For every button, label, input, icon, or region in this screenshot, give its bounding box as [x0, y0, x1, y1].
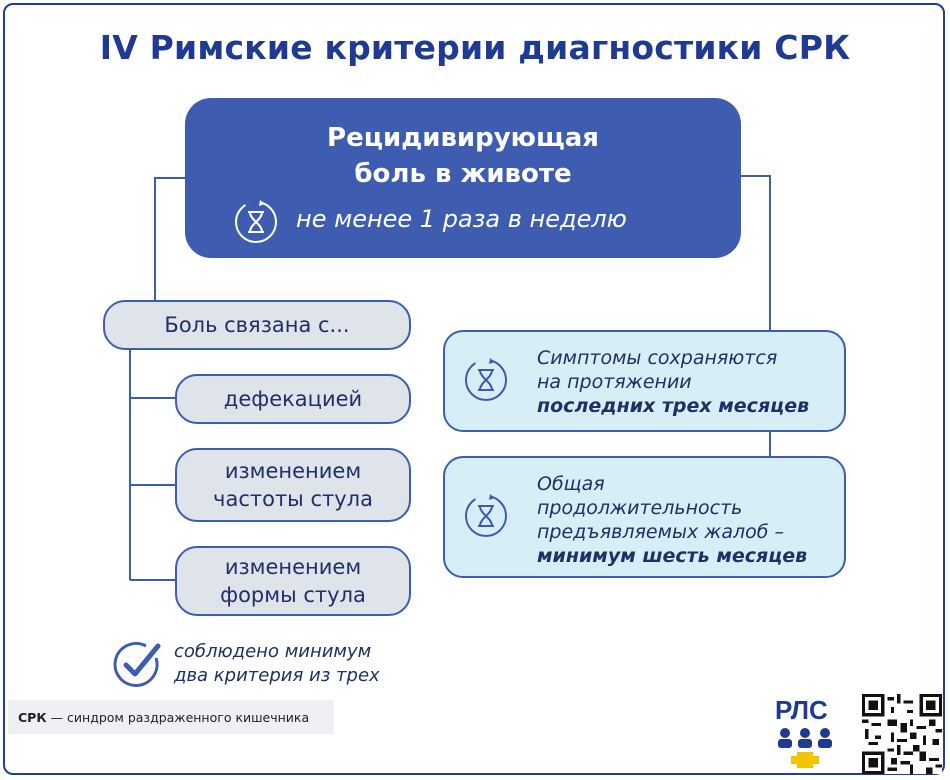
duration-three-months-text	[537, 346, 809, 418]
criterion-defecation: дефекацией	[175, 374, 411, 424]
box2-line2: продолжительность	[537, 497, 743, 519]
main-criterion-title	[185, 120, 741, 192]
pain-related-header: Боль связана с...	[103, 300, 411, 350]
stool-form-line1: изменением	[224, 555, 362, 579]
abbreviation-footnote	[8, 700, 334, 734]
note-line1: соблюдено минимум	[174, 641, 372, 662]
abbreviation-definition: — синдром раздраженного кишечника	[50, 709, 310, 725]
criterion-stool-form	[175, 546, 411, 616]
qr-code	[862, 694, 942, 774]
checkmark-icon	[112, 640, 162, 690]
duration-six-months-text	[537, 472, 807, 568]
main-title-line2: боль в животе	[354, 159, 572, 189]
box1-line1: Симптомы сохраняются	[537, 347, 778, 369]
main-criterion-frequency: не менее 1 раза в неделю	[296, 205, 627, 233]
page-title: IV Римские критерии диагностики СРК	[99, 28, 851, 67]
box1-bold: последних трех месяцев	[537, 395, 810, 417]
hourglass-icon	[232, 198, 280, 246]
box2-bold: минимум шесть месяцев	[537, 545, 808, 567]
criterion-stool-frequency	[175, 448, 411, 522]
stool-frequency-line2: частоты стула	[213, 487, 373, 511]
hourglass-icon	[462, 356, 510, 404]
logo-figures	[775, 725, 855, 770]
main-title-line1: Рецидивирующая	[327, 123, 599, 153]
logo-text: РЛС	[775, 695, 828, 725]
box1-line2: на протяжении	[537, 371, 692, 393]
abbreviation-term: СРК	[18, 709, 47, 725]
note-line2: два критерия из трех	[174, 665, 380, 686]
box2-line1: Общая	[537, 473, 605, 495]
stool-frequency-line1: изменением	[224, 459, 362, 483]
stool-form-line2: формы стула	[220, 583, 366, 607]
hourglass-icon	[462, 492, 510, 540]
box2-line3: предъявляемых жалоб –	[537, 521, 785, 543]
logo	[775, 695, 855, 770]
criteria-note	[174, 640, 380, 688]
